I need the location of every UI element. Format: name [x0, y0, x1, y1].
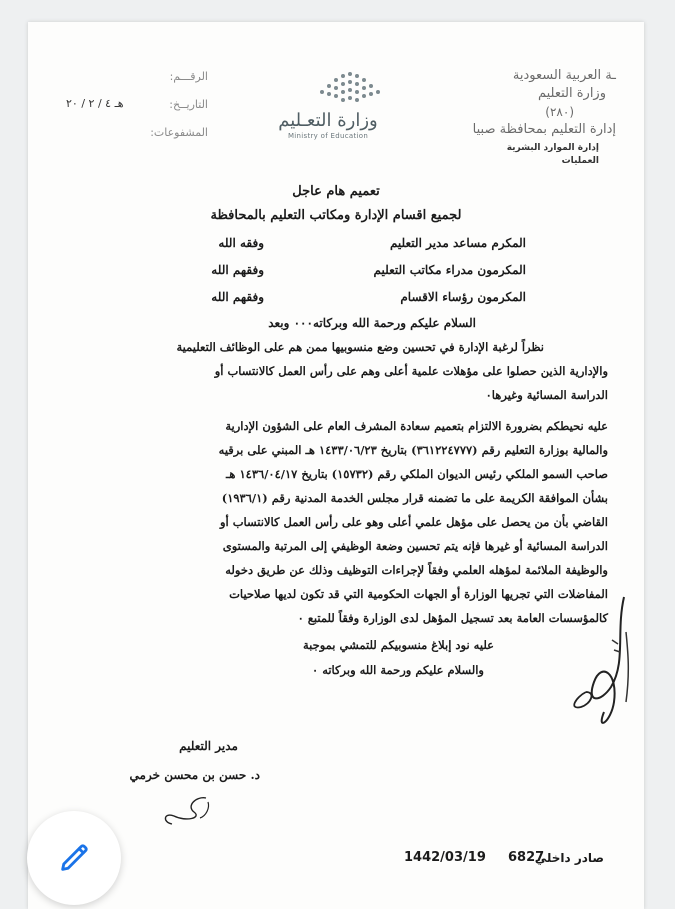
recipient-greeting: وفقهم الله: [211, 263, 264, 277]
date-value: هـ ٤ / ٢ / ٢٠: [66, 97, 124, 110]
ministry-logo-mark: [318, 70, 388, 106]
instruction-line: عليه نود إبلاغ منسوبيكم للتمشي بموجبة: [302, 638, 494, 652]
margin-signature: [556, 592, 636, 742]
document-page: [28, 22, 644, 909]
recipient-name: المكرمون مدراء مكاتب التعليم: [373, 263, 526, 277]
paragraph-line: والإدارية الذين حصلوا على مؤهلات علمية أعلى وهم على رأس العمل كالانتساب أو: [214, 364, 608, 378]
signatory-title: مدير التعليم: [179, 739, 238, 753]
ministry-logo-arabic: وزارة التعـليم: [278, 110, 378, 131]
department-name: إدارة الموارد البشرية: [506, 143, 599, 153]
letter-addressee: لجميع اقسام الإدارة ومكاتب التعليم بالمحافظة: [210, 208, 462, 223]
outgoing-label: صادر داخلي: [534, 851, 604, 865]
pencil-icon: [57, 841, 91, 875]
salutation: السلام عليكم ورحمة الله وبركاته٠٠٠ وبعد: [268, 316, 476, 330]
number-label: الرقـــم:: [169, 70, 208, 83]
paragraph-line: الدراسة المسائية وغيرها٠: [485, 388, 608, 402]
paragraph-line: عليه نحيطكم بضرورة الالتزام بتعميم سعادة المشرف العام على الشؤون الإدارية: [225, 419, 608, 433]
signatory-name: د. حسن بن محسن خرمي: [129, 768, 260, 782]
country-name: ـة العربية السعودية: [512, 68, 616, 83]
paragraph-line: نظراً لرغبة الإدارة في تحسين وضع منسوبيها ممن هم على الوظائف التعليمية: [176, 340, 544, 354]
closing-line: والسلام عليكم ورحمة الله وبركاته ٠: [312, 663, 484, 677]
letter-subject: تعميم هام عاجل: [292, 184, 380, 199]
paragraph-line: الدراسة المسائية أو غيرها فإنه يتم تحسين وضعة الوظيفي إلى المرتبة والمستوى: [222, 539, 608, 553]
paragraph-line: كالمؤسسات العامة بعد تسجيل المؤهل لدى الوزارة وفقاً للمتبع ٠: [297, 611, 608, 625]
admin-code: (٢٨٠): [545, 105, 574, 119]
paragraph-line: بشأن الموافقة الكريمة على ما تضمنه قرار مجلس الخدمة المدنية رقم (١٩٣٦/١): [221, 491, 608, 505]
paragraph-line: والوظيفة الملائمة لمؤهله العلمي وفقاً لإجراءات التوظيف وذلك عن طريق دخوله: [225, 563, 608, 577]
paragraph-line: المفاضلات التي تجريها الوزارة أو الجهات الحكومية التي قد تكون لديها صلاحيات: [229, 587, 608, 601]
paragraph-line: صاحب السمو الملكي رئيس الديوان الملكي رقم (١٥٧٣٢) بتاريخ ١٤٣٦/٠٤/١٧ هـ: [226, 467, 608, 481]
outgoing-number: 6827: [508, 850, 545, 865]
paragraph-line: القاضي بأن من يحصل على مؤهل علمي أعلى وهو على رأس العمل كالانتساب أو: [219, 515, 608, 529]
attachments-label: المشفوعات:: [150, 126, 208, 139]
recipient-name: المكرمون رؤساء الاقسام: [400, 290, 526, 304]
recipient-greeting: وفقهم الله: [211, 290, 264, 304]
outgoing-date: 1442/03/19: [404, 850, 486, 865]
date-label: التاريــخ:: [169, 98, 208, 111]
signatory-signature: [156, 792, 216, 828]
ministry-name: وزارة التعليم: [537, 86, 606, 101]
recipient-greeting: وفقه الله: [218, 236, 264, 250]
ministry-logo-english: Ministry of Education: [287, 132, 369, 140]
administration-name: إدارة التعليم بمحافظة صبيا: [472, 122, 616, 137]
recipient-name: المكرم مساعد مدير التعليم: [389, 236, 526, 250]
paragraph-line: والمالية بوزارة التعليم رقم (٣٦١٢٢٤٧٧٧) بتاريخ ١٤٣٣/٠٦/٢٣ هـ المبني على برقيه: [218, 443, 608, 457]
section-name: العمليات: [561, 156, 599, 166]
ministry-logo: [268, 110, 388, 140]
edit-fab-button[interactable]: [27, 811, 121, 905]
